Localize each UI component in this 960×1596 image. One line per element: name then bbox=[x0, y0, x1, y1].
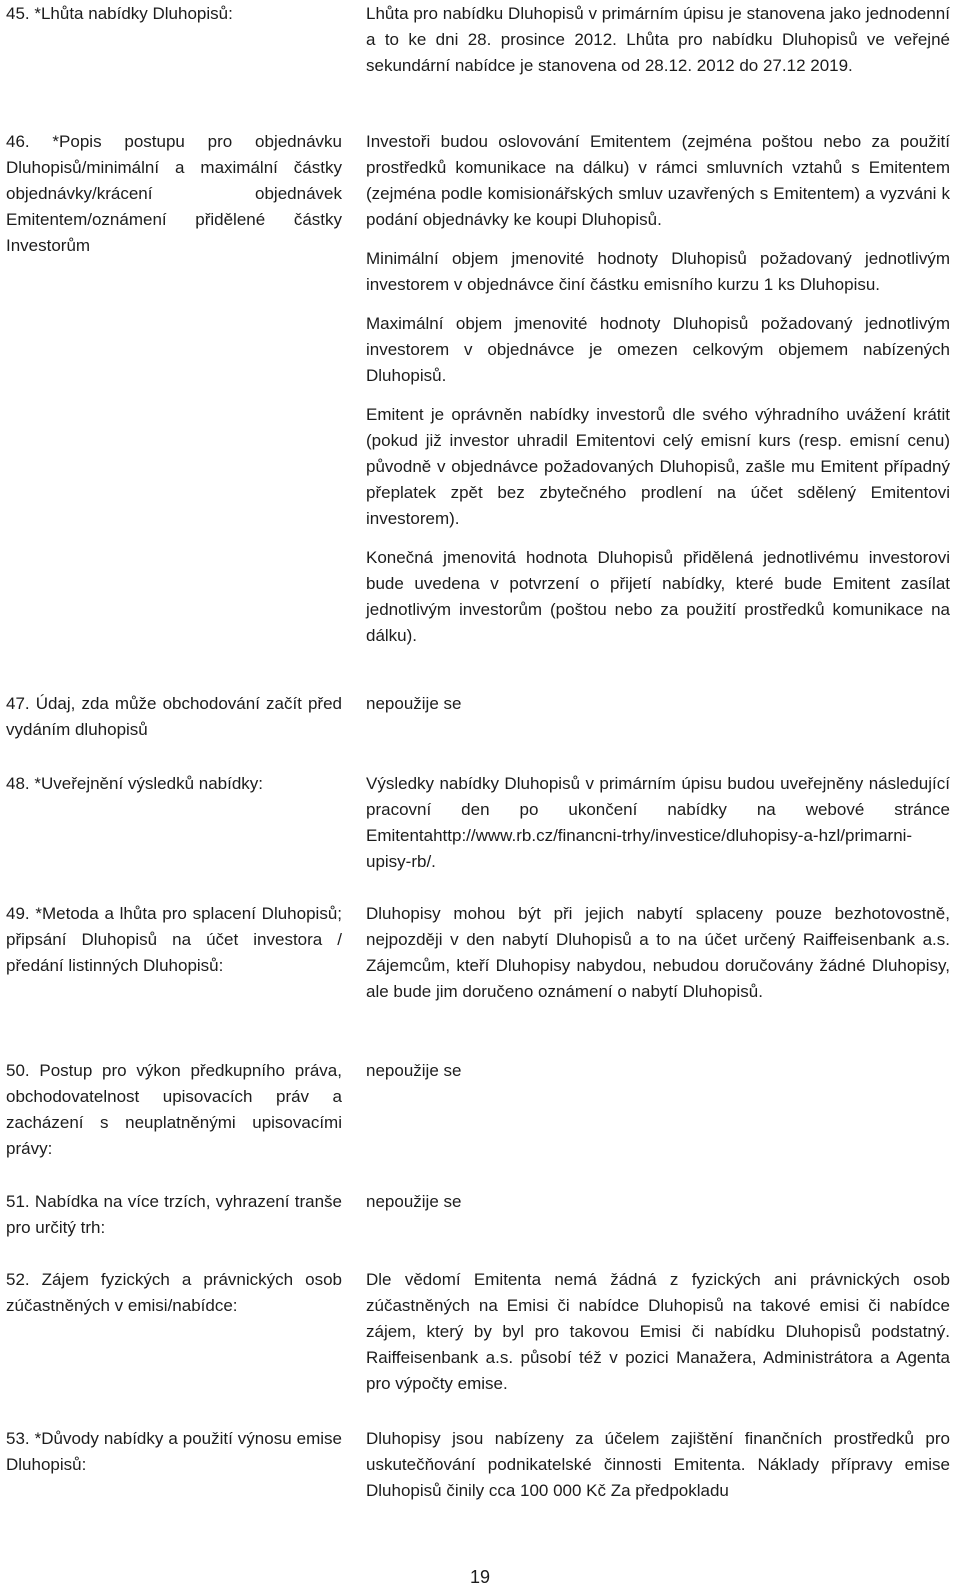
item-paragraph: Investoři budou oslovování Emitentem (zejména poštou nebo za použití prostředků komunikace na dálku) v rámci smluvních vztahů s Emitentem (zejména podle komisionářských smluv uzavřených s Emitentem) a vyzváni k podání objednávky ke koupi Dluhopisů. bbox=[366, 132, 950, 229]
item-paragraph: nepoužije se bbox=[366, 1192, 462, 1211]
item-paragraph: nepoužije se bbox=[366, 694, 462, 713]
item-value bbox=[366, 1426, 950, 1504]
item-paragraph: Konečná jmenovitá hodnota Dluhopisů přidělená jednotlivému investorovi bude uvedena v potvrzení o přijetí nabídky, které bude Emitent zasílat jednotlivým investorům (poštou nebo za použití prostředků komunikace na dálku). bbox=[366, 548, 950, 645]
item-label: 50. Postup pro výkon předkupního práva, obchodovatelnost upisovacích práv a zacházení s neuplatněnými upisovacími právy: bbox=[6, 1061, 342, 1158]
item-value bbox=[366, 129, 950, 649]
item-paragraph: Dluhopisy jsou nabízeny za účelem zajištění finančních prostředků pro uskutečňování podnikatelské činnosti Emitenta. Náklady přípravy emise Dluhopisů činily cca 100 000 Kč Za předpokladu bbox=[366, 1429, 950, 1500]
item-label: 48. *Uveřejnění výsledků nabídky: bbox=[6, 774, 264, 793]
page-number: 19 bbox=[469, 1567, 491, 1587]
item-paragraph: Emitent je oprávněn nabídky investorů dle svého výhradního uvážení krátit (pokud již investor uhradil Emitentovi celý emisní kurs (resp. emisní cenu) původně v objednávce požadovaných Dluhopisů, zašle mu Emitent případný přeplatek zpět bez zbytečného prodlení na účet sdělený Emitentovi investorem). bbox=[366, 405, 950, 528]
item-label: 47. Údaj, zda může obchodování začít před vydáním dluhopisů bbox=[6, 694, 342, 739]
item-value bbox=[366, 1, 950, 79]
item-label: 46. *Popis postupu pro objednávku Dluhopisů/minimální a maximální částky objednávky/krácení objednávek Emitentem/oznámení přidělené částky Investorům bbox=[6, 132, 342, 255]
item-paragraph: Dluhopisy mohou být při jejich nabytí splaceny pouze bezhotovostně, nejpozději v den nabytí Dluhopisů a to na účet určený Raiffeisenbank a.s. Zájemcům, kteří Dluhopisy nabydou, nebudou doručovány žádné Dluhopisy, ale bude jim doručeno oznámení o nabytí Dluhopisů. bbox=[366, 904, 950, 1001]
item-value bbox=[366, 1058, 950, 1084]
item-value bbox=[366, 901, 950, 1005]
item-paragraph: nepoužije se bbox=[366, 1061, 462, 1080]
item-value bbox=[366, 691, 950, 717]
item-label: 45. *Lhůta nabídky Dluhopisů: bbox=[6, 4, 233, 23]
item-paragraph: Minimální objem jmenovité hodnoty Dluhopisů požadovaný jednotlivým investorem v objednávce činí částku emisního kurzu 1 ks Dluhopisu. bbox=[366, 249, 950, 294]
item-paragraph: Výsledky nabídky Dluhopisů v primárním úpisu budou uveřejněny následující pracovní den po ukončení nabídky na webové stránce Emitentahttp://www.rb.cz/financni-trhy/investice/dluhopisy-a-hzl/primarni-upisy-rb/. bbox=[366, 774, 950, 871]
item-paragraph: Lhůta pro nabídku Dluhopisů v primárním úpisu je stanovena jako jednodenní a to ke dni 28. prosince 2012. Lhůta pro nabídku Dluhopisů ve veřejné sekundární nabídce je stanovena od 28.12. 2012 do 27.12 2019. bbox=[366, 4, 950, 75]
item-paragraph: Maximální objem jmenovité hodnoty Dluhopisů požadovaný jednotlivým investorem v objednávce je omezen celkovým objemem nabízených Dluhopisů. bbox=[366, 314, 950, 385]
item-value bbox=[366, 771, 950, 875]
item-paragraph: Dle vědomí Emitenta nemá žádná z fyzických ani právnických osob zúčastněných na Emisi či nabídce Dluhopisů na takové emisi či nabídce zájem, který by byl pro takovou Emisi či nabídku Dluhopisů podstatný. Raiffeisenbank a.s. působí též v pozici Manažera, Administrátora a Agenta pro výpočty emise. bbox=[366, 1270, 950, 1393]
item-label: 51. Nabídka na více trzích, vyhrazení tranše pro určitý trh: bbox=[6, 1192, 342, 1237]
item-value bbox=[366, 1267, 950, 1397]
item-label: 53. *Důvody nabídky a použití výnosu emise Dluhopisů: bbox=[6, 1429, 342, 1474]
item-label: 49. *Metoda a lhůta pro splacení Dluhopisů; připsání Dluhopisů na účet investora / předání listinných Dluhopisů: bbox=[6, 904, 342, 975]
item-label: 52. Zájem fyzických a právnických osob zúčastněných v emisi/nabídce: bbox=[6, 1270, 342, 1315]
item-value bbox=[366, 1189, 950, 1215]
